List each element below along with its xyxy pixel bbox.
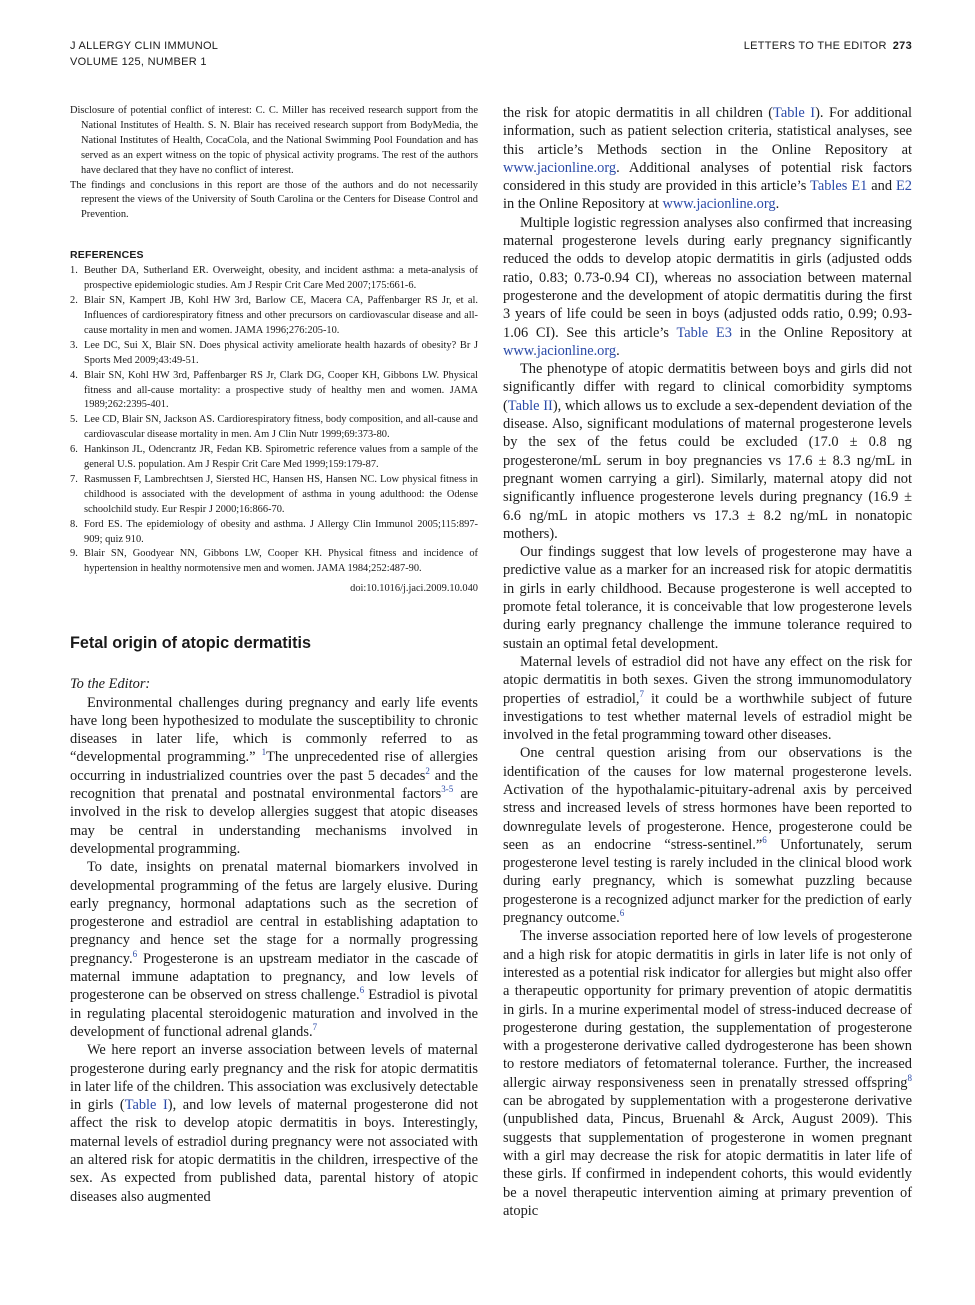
reference-number: 7. bbox=[70, 473, 78, 485]
citation-link[interactable]: 3-5 bbox=[441, 784, 454, 795]
table-link[interactable]: Table I bbox=[773, 105, 816, 121]
table-link[interactable]: E2 bbox=[896, 178, 913, 195]
reference-text: Rasmussen F, Lambrechtsen J, Siersted HC, Hansen HS, Hansen NC. Low physical fitness in childhood is associated with the development of asthma in young adulthood: the Odense schoolchild study. Eur Respir J 2000;16:866-70. bbox=[84, 473, 478, 515]
disclosure-paragraph: Disclosure of potential conflict of interest: C. C. Miller has received research support from the National Institutes of Health. S. N. Blair has received research support from BodyMedia, the National Institutes of Health, CocaCola, and the National Swimming Pool Foundation and has served as an expert witness on the topic of physical activity programs. The rest of the authors have declared that they have no conflict of interest. bbox=[70, 105, 478, 176]
text-run: Estradiol is pivotal in regulating placental steroidogenic maturation and involved in the development of functional adrenal glands. bbox=[70, 987, 478, 1040]
body-paragraph bbox=[503, 214, 912, 360]
text-run: To date, insights on prenatal maternal biomarkers involved in developmental programming of the fetus are largely elusive. During early pregnancy, hormonal adaptations such as the secretion of progesterone and estradiol are central in establishing adaptation to pregnancy and hence set the stage for a normally progressing pregnancy. bbox=[70, 859, 478, 967]
reference-text: Lee CD, Blair SN, Jackson AS. Cardiorespiratory fitness, body composition, and all-cause and cardiovascular disease mortality in men. Am J Clin Nutr 1999;69:373-80. bbox=[84, 414, 478, 441]
citation-link[interactable]: 1 bbox=[261, 747, 267, 758]
citation-link[interactable]: 2 bbox=[425, 765, 430, 776]
url-link[interactable]: www.jacionline.org bbox=[503, 342, 617, 359]
table-link[interactable]: Table E3 bbox=[676, 324, 732, 341]
table-link[interactable]: Tables E1 bbox=[810, 178, 868, 195]
body-paragraph bbox=[503, 744, 912, 927]
text-run: One central question arising from our observations is the identification of the causes for low maternal progesterone levels. Activation of the hypothalamic-pituitary-adrenal axis by perceived stress and increased levels of stress hormones have been reported to downregulate levels of progesterone. Hence, progesterone could be seen as an endocrine “stress-sentinel.” bbox=[503, 745, 912, 853]
reference-number: 6. bbox=[70, 444, 78, 456]
text-run: The inverse association reported here of low levels of progesterone and a high risk for atopic dermatitis in girls in later life is not only of interested as a potential risk indicator for allergies but might also offer a therapeutic opportunity for primary prevention of atopic dermatitis in girls. In a murine experimental model of stress-induced decrease of progesterone during gestation, the supplementation of progesterone with a progesterone derivative called dydrogesterone has been shown to restore mediators of fetomaternal tolerance. Further, the increased allergic airway responsiveness seen in prenatally stressed offspring bbox=[503, 928, 912, 1091]
body-paragraph bbox=[70, 694, 478, 859]
text-run: Multiple logistic regression analyses also confirmed that increasing maternal progesterone levels during early pregnancy significantly reduced the odds to develop atopic dermatitis in girls (adjusted odds ratio, 0.83; 0.73-0.94 CI), whereas no association between maternal progesterone and the development of atopic dermatitis during the first 3 years of life could be seen in boys (adjusted odds ratio, 0.99; 0.93-1.06 CI). See this article’s bbox=[503, 214, 912, 341]
text-run: and the recognition that prenatal and postnatal environmental factors bbox=[70, 767, 478, 803]
doi-line: doi:10.1016/j.jaci.2009.10.040 bbox=[350, 583, 478, 595]
running-header-right bbox=[744, 38, 912, 54]
text-run: in the Online Repository at bbox=[731, 324, 912, 341]
reference-number: 2. bbox=[70, 295, 78, 307]
article-title: Fetal origin of atopic dermatitis bbox=[70, 634, 312, 653]
text-run-continued: ), and low levels of maternal progesterone did not affect the risk to develop atopic dermatitis in boys. Interestingly, maternal levels of estradiol during pregnancy were not associated with an altered risk for atopic dermatitis in the children, irrespective of the sex. As expected from published data, parental history of atopic diseases also augmented bbox=[70, 1097, 478, 1205]
article-body-right bbox=[503, 104, 912, 1220]
citation-link[interactable]: 6 bbox=[132, 948, 138, 959]
url-link[interactable]: www.jacionline.org bbox=[503, 159, 617, 176]
reference-text: Beuther DA, Sutherland ER. Overweight, obesity, and incident asthma: a meta-analysis of prospective epidemiologic studies. Am J Respir Crit Care Med 2007;175:661-6. bbox=[84, 265, 478, 292]
body-paragraph bbox=[503, 653, 912, 744]
body-paragraph bbox=[70, 1041, 478, 1206]
reference-item bbox=[70, 473, 478, 518]
reference-number: 9. bbox=[70, 548, 78, 560]
text-run: ). For additional information, such as patient selection criteria, statistical analyses, see this article’s Methods section in the Online Repository at bbox=[503, 105, 912, 158]
reference-item bbox=[70, 369, 478, 414]
journal-name: J ALLERGY CLIN IMMUNOL bbox=[70, 40, 219, 52]
article-body-left bbox=[70, 694, 478, 1206]
reference-text: Ford ES. The epidemiology of obesity and asthma. J Allergy Clin Immunol 2005;115:897-909; quiz 910. bbox=[84, 518, 478, 545]
section-name: LETTERS TO THE EDITOR bbox=[743, 40, 887, 52]
text-run: The unprecedented rise of allergies occurring in industrialized countries over the past 5 decades bbox=[70, 749, 478, 784]
text-run: it could be a worthwhile subject of future investigations to test whether maternal levels of estradiol might be involved in the fetal programming toward other diseases. bbox=[503, 690, 913, 744]
salutation: To the Editor: bbox=[70, 676, 151, 693]
citation-link[interactable]: 7 bbox=[312, 1022, 318, 1033]
references-heading: REFERENCES bbox=[70, 249, 144, 262]
running-header-left bbox=[70, 38, 218, 70]
text-run: . bbox=[616, 342, 620, 359]
text-run: are involved in the risk to develop allergies suggest that atopic diseases may be central in understanding mechanisms involved in developmental programming. bbox=[70, 786, 478, 857]
reference-text: Lee DC, Sui X, Blair SN. Does physical activity ameliorate health hazards of obesity? Br J Sports Med 2009;43:49-51. bbox=[84, 339, 478, 366]
text-run: Unfortunately, serum progesterone level testing is rarely included in the clinical blood work during early pregnancy, which is somewhat puzzling because progesterone is a recognized adjunct marker for the prediction of early pregnancy outcome. bbox=[503, 836, 913, 927]
disclosure-paragraph: The findings and conclusions in this report are those of the authors and do not necessarily represent the views of the University of South Carolina or the Centers for Disease Control and Prevention. bbox=[70, 179, 478, 221]
citation-link[interactable]: 8 bbox=[907, 1072, 912, 1083]
reference-item bbox=[70, 443, 478, 473]
body-paragraph bbox=[70, 858, 478, 1041]
reference-item bbox=[70, 264, 478, 294]
table-link[interactable]: Table I bbox=[124, 1097, 168, 1114]
citation-link[interactable]: 6 bbox=[359, 985, 365, 996]
reference-text: Blair SN, Kampert JB, Kohl HW 3rd, Barlow CE, Macera CA, Paffenbarger RS Jr, et al. Influences of cardiorespiratory fitness and other precursors on cardiovascular disease and all-cause mortality in men and women. JAMA 1996;276:205-10. bbox=[84, 295, 478, 336]
reference-text: Blair SN, Goodyear NN, Gibbons LW, Cooper KH. Physical fitness and incidence of hypertension in healthy normotensive men and women. JAMA 1984;252:487-90. bbox=[84, 548, 478, 575]
body-paragraph-continued bbox=[503, 104, 912, 214]
url-link[interactable]: www.jacionline.org bbox=[662, 196, 776, 213]
reference-number: 8. bbox=[70, 518, 78, 530]
text-run: The phenotype of atopic dermatitis between boys and girls did not significantly differ with regard to clinical comorbidity symptoms ( bbox=[503, 361, 912, 414]
citation-link[interactable]: 6 bbox=[762, 835, 767, 846]
text-run: We here report an inverse association between levels of maternal progesterone during early pregnancy and the risk for atopic dermatitis in later life of the children. This association was exclusively detectable in girls ( bbox=[70, 1042, 478, 1114]
right-column bbox=[503, 104, 912, 1220]
body-paragraph: Our findings suggest that low levels of progesterone may have a predictive value as a marker for an increased risk for atopic dermatitis in girls in early childhood. Because progesterone is well accepted to promote fetal tolerance, it is conceivable that low progesterone levels during early pregnancy challenge the immune tolerance required to sustain an optimal fetal development. bbox=[503, 544, 912, 652]
reference-item bbox=[70, 339, 478, 369]
reference-number: 5. bbox=[70, 414, 78, 426]
reference-number: 4. bbox=[70, 369, 78, 381]
text-run: can be abrogated by supplementation with a progesterone derivative (unpublished data, Pincus, Bruenahl & Arck, August 2009). This suggests that supplementation of progesterone in women pregnant with a girl may decrease the risk for atopic dermatitis in later life of these girls. If confirmed in independent cohorts, this would evidently be a novel therapeutic intervention aiming at primary prevention of atopic bbox=[503, 1093, 912, 1219]
reference-text: Blair SN, Kohl HW 3rd, Paffenbarger RS Jr, Clark DG, Cooper KH, Gibbons LW. Physical fitness and all-cause mortality: a prospective study of healthy men and women. JAMA 1989;262:2395-401. bbox=[84, 369, 478, 411]
citation-link[interactable]: 7 bbox=[639, 688, 645, 699]
disclosure-block bbox=[70, 104, 478, 223]
text-run: . bbox=[775, 196, 780, 213]
volume-number: VOLUME 125, NUMBER 1 bbox=[70, 56, 207, 68]
text-run: ), which allows us to exclude a sex-dependent deviation of the disease. Also, significant modulations of maternal progesterone levels by the sex of the fetus could be excluded (17.0 ± 0.8 ng progesterone/mL serum in boy pregnancies vs 17.6 ± 8.3 ng/mL in pregnant women carrying a girl). Similarly, maternal atopy did not significantly influence progesterone levels during pregnancy (16.9 ± 6.6 ng/mL in atopic mothers vs 17.3 ± 8.2 ng/mL in nonatopic mothers). bbox=[503, 397, 912, 542]
reference-item bbox=[70, 518, 478, 548]
body-paragraph bbox=[503, 927, 912, 1220]
page-number: 273 bbox=[892, 40, 912, 52]
reference-item bbox=[70, 547, 478, 577]
citation-link[interactable]: 6 bbox=[619, 908, 625, 919]
reference-item bbox=[70, 294, 478, 339]
text-run: Maternal levels of estradiol did not have any effect on the risk for atopic dermatitis in both sexes. Given the strong immunomodulatory properties of estradiol, bbox=[503, 653, 912, 707]
text-run-continued: the risk for atopic dermatitis in all children ( bbox=[503, 105, 774, 121]
reference-number: 3. bbox=[70, 339, 78, 351]
references-list bbox=[70, 264, 478, 577]
reference-text: Hankinson JL, Odencrantz JR, Fedan KB. Spirometric reference values from a sample of the general U.S. population. Am J Respir Crit Care Med 1999;159:179-87. bbox=[84, 444, 478, 471]
text-run: in the Online Repository at bbox=[503, 196, 663, 213]
table-link[interactable]: Table II bbox=[507, 397, 553, 414]
reference-item bbox=[70, 413, 478, 443]
text-run: . Additional analyses of potential risk factors considered in this study are provided in this article’s bbox=[503, 159, 912, 195]
reference-number: 1. bbox=[70, 265, 78, 277]
text-run: Progesterone is an upstream mediator in the cascade of maternal immune adaptation to pregnancy, and low levels of progesterone can be observed on stress challenge. bbox=[70, 950, 478, 1004]
body-paragraph bbox=[503, 360, 912, 543]
text-run: Environmental challenges during pregnancy and early life events have long been hypothesized to modulate the susceptibility to chronic diseases in later life, which is commonly referred to as “developmental programming.” bbox=[70, 694, 478, 766]
left-column bbox=[70, 104, 478, 1206]
text-run: and bbox=[867, 178, 897, 195]
